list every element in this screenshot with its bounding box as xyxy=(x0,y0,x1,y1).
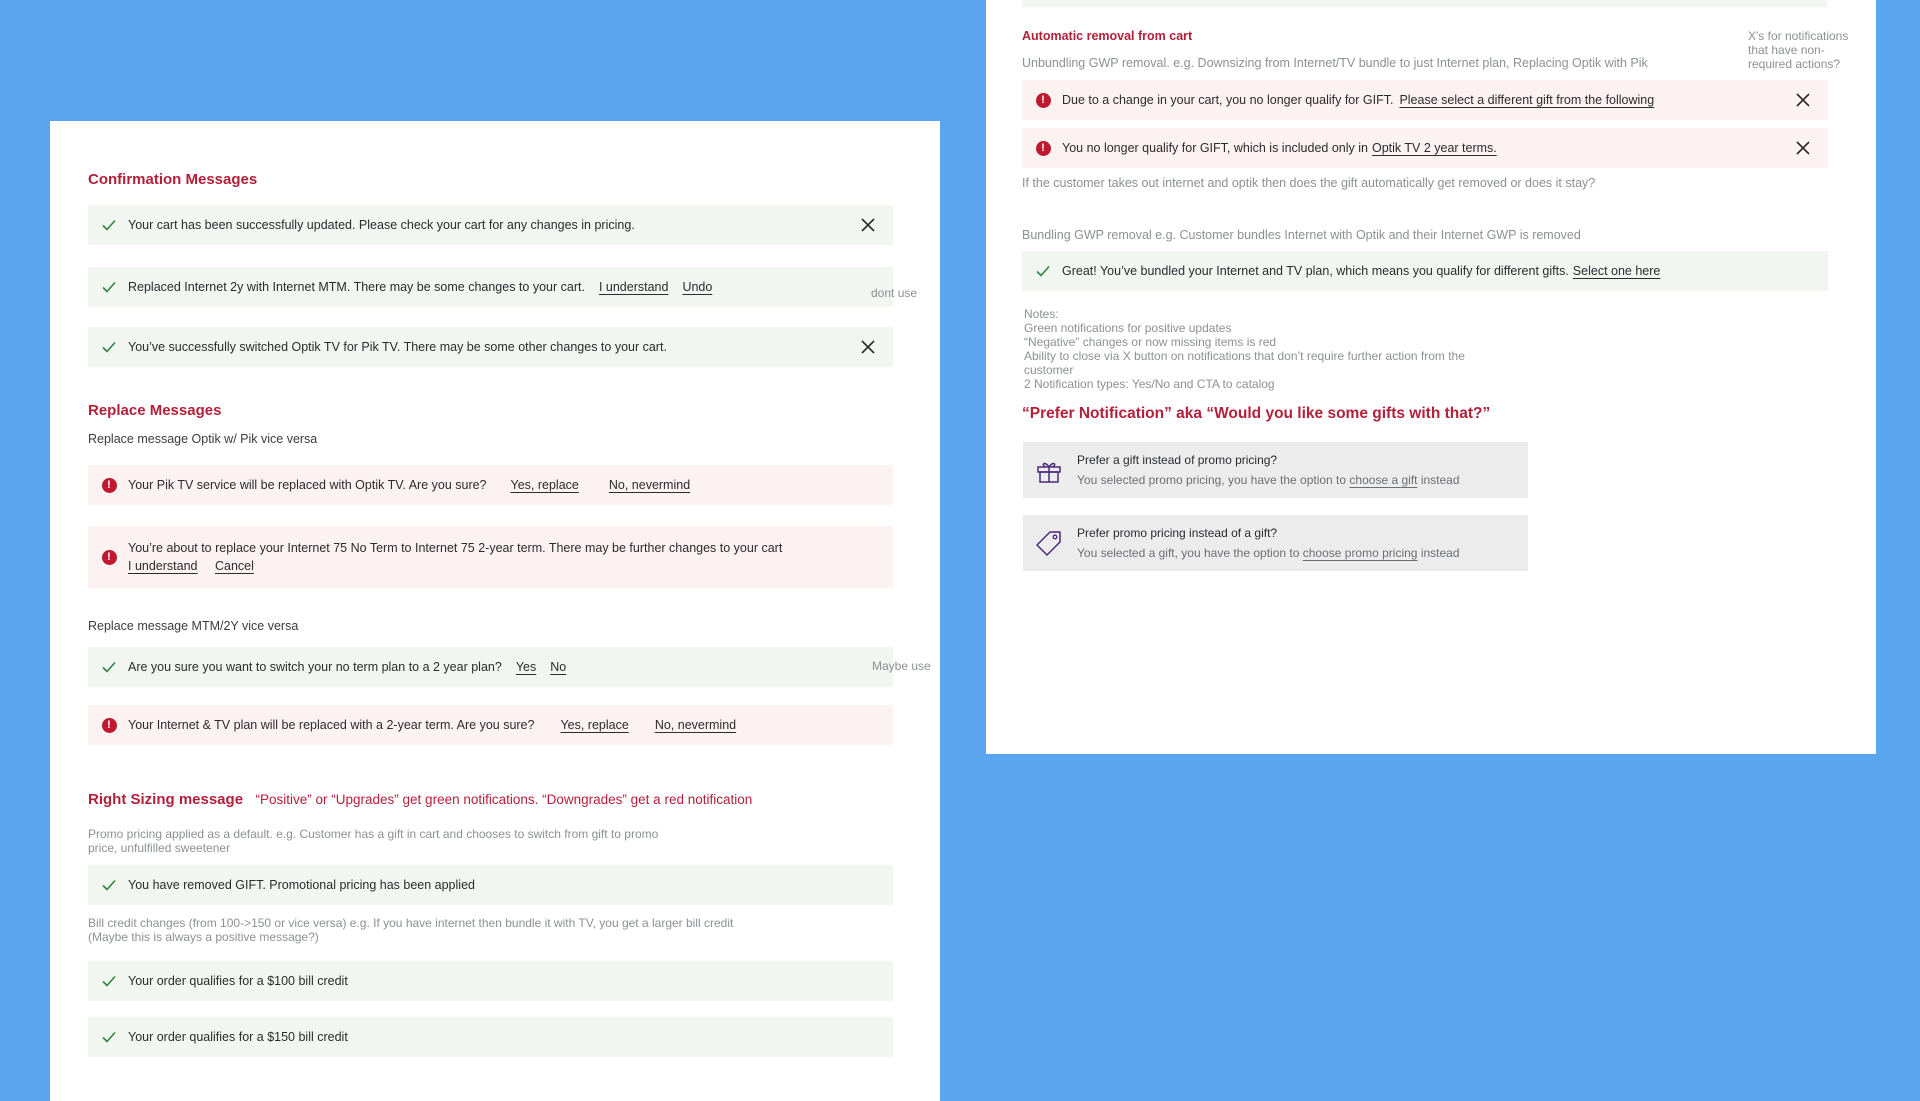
alert-icon: ! xyxy=(1034,91,1052,109)
close-icon[interactable] xyxy=(859,338,877,356)
desc-line: (Maybe this is always a positive message?) xyxy=(88,930,319,944)
banner-text: Due to a change in your cart, you no longer qualify for GIFT. xyxy=(1062,93,1394,107)
bundling-banner xyxy=(1022,251,1828,291)
notes-line: Notes: xyxy=(1024,307,1059,321)
alert-icon: ! xyxy=(100,476,118,494)
auto-removal-title: Automatic removal from cart xyxy=(1022,29,1193,43)
prefer-title: “Prefer Notification” aka “Would you like some gifts with that?” xyxy=(1022,405,1491,422)
prefer-promo-card xyxy=(1023,515,1528,571)
yes-replace-link[interactable]: Yes, replace xyxy=(510,478,579,492)
cancel-link[interactable]: Cancel xyxy=(214,559,254,573)
right-sizing-heading xyxy=(88,791,752,809)
check-icon xyxy=(100,972,118,990)
alert-icon: ! xyxy=(100,548,118,566)
right-sizing-banner-1 xyxy=(88,865,893,905)
close-icon[interactable] xyxy=(1794,91,1812,109)
check-icon xyxy=(100,278,118,296)
card-subtitle xyxy=(1077,470,1460,490)
check-icon xyxy=(100,1028,118,1046)
card-text: instead xyxy=(1420,546,1460,560)
notes-line: 2 Notification types: Yes/No and CTA to catalog xyxy=(1024,377,1275,391)
check-icon xyxy=(100,216,118,234)
note-line: that have non- xyxy=(1748,43,1825,57)
card-title: Prefer promo pricing instead of a gift? xyxy=(1077,526,1278,540)
notes-block xyxy=(1024,307,1465,391)
close-icon[interactable] xyxy=(1794,139,1812,157)
confirmation-banner-3 xyxy=(88,327,893,367)
banner-text: You’re about to replace your Internet 75 No Term to Internet 75 2-year term. There may be further changes to your cart xyxy=(128,541,783,555)
banner-text: Your cart has been successfully updated. Please check your cart for any changes in pricing. xyxy=(128,218,635,232)
banner-text: You’ve successfully switched Optik TV for Pik TV. There may be some other changes to your cart. xyxy=(128,340,667,354)
card-subtitle xyxy=(1077,543,1460,563)
banner-text: You no longer qualify for GIFT, which is included only in xyxy=(1062,141,1368,155)
replace-title: Replace Messages xyxy=(88,402,222,419)
right-sizing-title: Right Sizing message xyxy=(88,791,244,808)
desc-line: Promo pricing applied as a default. e.g. Customer has a gift in cart and chooses to switch from gift to promo xyxy=(88,827,659,841)
card-title: Prefer a gift instead of promo pricing? xyxy=(1077,453,1278,467)
card-text: instead xyxy=(1420,473,1460,487)
notes-line: Ability to close via X button on notifications that don’t require further action from the xyxy=(1024,349,1465,363)
choose-a-gift-link[interactable]: choose a gift xyxy=(1349,473,1418,487)
bundling-desc: Bundling GWP removal e.g. Customer bundles Internet with Optik and their Internet GWP is removed xyxy=(1022,228,1581,242)
yes-replace-link[interactable]: Yes, replace xyxy=(560,718,629,732)
undo-link[interactable]: Undo xyxy=(682,280,713,294)
check-icon xyxy=(100,658,118,676)
banner-text: Your order qualifies for a $150 bill credit xyxy=(128,1030,348,1044)
left-board xyxy=(50,121,940,1101)
gift-icon xyxy=(1035,456,1063,484)
tag-icon xyxy=(1035,529,1063,557)
replace-label-mtm-2y: Replace message MTM/2Y vice versa xyxy=(88,619,299,633)
card-text: You selected promo pricing, you have the option to xyxy=(1077,473,1347,487)
i-understand-link[interactable]: I understand xyxy=(128,559,198,573)
confirmation-banner-1 xyxy=(88,205,893,245)
x-side-note xyxy=(1748,29,1848,71)
confirmation-title: Confirmation Messages xyxy=(88,171,258,188)
card-text: You selected a gift, you have the option to xyxy=(1077,546,1300,560)
auto-removal-banner-2 xyxy=(1022,128,1828,168)
yes-link[interactable]: Yes xyxy=(515,660,537,674)
banner-text: Your order qualifies for a $100 bill credit xyxy=(128,974,348,988)
cut-off-banner xyxy=(1022,0,1827,7)
right-sizing-banner-3 xyxy=(88,1017,893,1057)
alert-icon: ! xyxy=(100,716,118,734)
desc-line: price, unfulfilled sweetener xyxy=(88,841,231,855)
notes-line: customer xyxy=(1024,363,1074,377)
banner-text: You have removed GIFT. Promotional pricing has been applied xyxy=(128,878,475,892)
replace-banner-4 xyxy=(88,705,893,745)
prefer-gift-card xyxy=(1023,442,1528,498)
banner-text: Your Pik TV service will be replaced with Optik TV. Are you sure? xyxy=(128,478,487,492)
right-sizing-desc-2 xyxy=(88,916,733,944)
no-nevermind-link[interactable]: No, nevermind xyxy=(608,478,691,492)
select-different-gift-link[interactable]: Please select a different gift from the following xyxy=(1399,93,1655,107)
select-one-here-link[interactable]: Select one here xyxy=(1572,264,1661,278)
no-link[interactable]: No xyxy=(550,660,567,674)
replace-banner-1 xyxy=(88,465,893,505)
auto-removal-banner-1 xyxy=(1022,80,1828,120)
right-sizing-banner-2 xyxy=(88,961,893,1001)
check-icon xyxy=(100,338,118,356)
banner-text: Your Internet & TV plan will be replaced with a 2-year term. Are you sure? xyxy=(128,718,535,732)
right-board xyxy=(986,0,1876,754)
check-icon xyxy=(100,876,118,894)
right-sizing-subtitle: “Positive” or “Upgrades” get green notifications. “Downgrades” get a red notification xyxy=(255,792,753,807)
alert-icon: ! xyxy=(1034,139,1052,157)
notes-line: Green notifications for positive updates xyxy=(1024,321,1232,335)
maybe-use-note: Maybe use xyxy=(872,659,931,673)
optik-tv-terms-link[interactable]: Optik TV 2 year terms. xyxy=(1371,141,1497,155)
confirmation-banner-2 xyxy=(88,267,893,307)
dont-use-note: dont use xyxy=(871,286,918,300)
right-sizing-desc-1 xyxy=(88,827,658,855)
desc-line: Bill credit changes (from 100->150 or vice versa) e.g. If you have internet then bundle it with TV, you get a larger bill credit xyxy=(88,916,734,930)
i-understand-link[interactable]: I understand xyxy=(598,280,669,294)
choose-promo-pricing-link[interactable]: choose promo pricing xyxy=(1302,546,1418,560)
replace-banner-2 xyxy=(88,526,893,588)
note-line: X's for notifications xyxy=(1748,29,1849,43)
replace-label-optik-pik: Replace message Optik w/ Pik vice versa xyxy=(88,432,318,446)
check-icon xyxy=(1034,262,1052,280)
auto-removal-desc: Unbundling GWP removal. e.g. Downsizing from Internet/TV bundle to just Internet plan, Replacing Optik with Pik xyxy=(1022,56,1648,70)
close-icon[interactable] xyxy=(859,216,877,234)
no-nevermind-link[interactable]: No, nevermind xyxy=(654,718,737,732)
banner-text: Replaced Internet 2y with Internet MTM. There may be some changes to your cart. xyxy=(128,280,585,294)
note-line: required actions? xyxy=(1748,57,1841,71)
notes-line: “Negative” changes or now missing items is red xyxy=(1024,335,1277,349)
replace-banner-3 xyxy=(88,647,893,687)
banner-text: Are you sure you want to switch your no term plan to a 2 year plan? xyxy=(128,660,502,674)
banner-text: Great! You’ve bundled your Internet and TV plan, which means you qualify for different gifts. xyxy=(1062,264,1569,278)
auto-removal-question: If the customer takes out internet and optik then does the gift automatically get removed or does it stay? xyxy=(1022,176,1596,190)
